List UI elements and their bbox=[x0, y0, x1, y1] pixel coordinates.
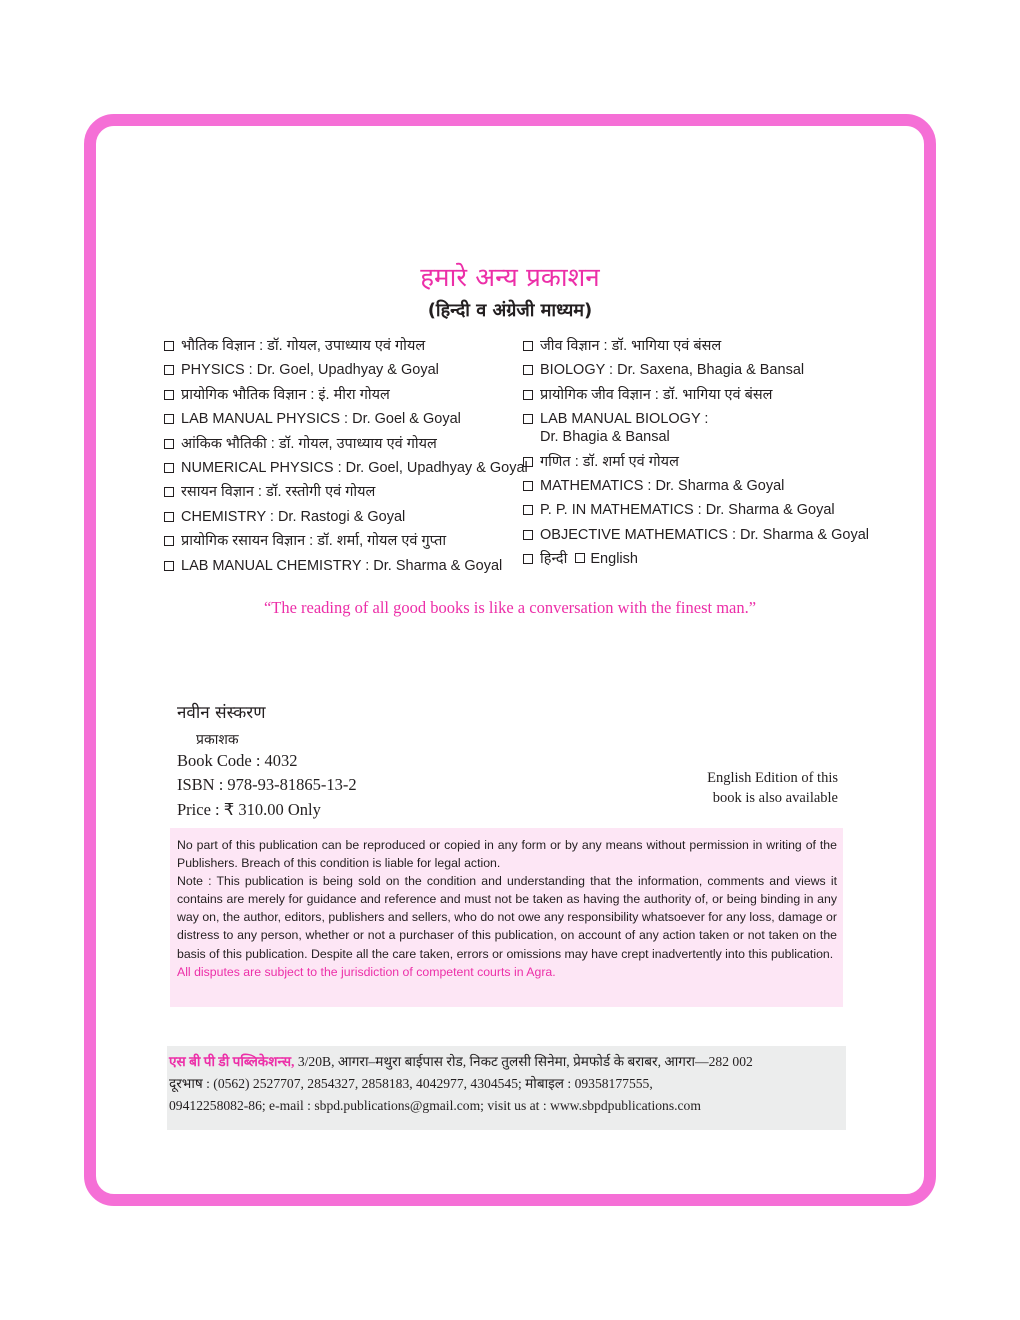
quote: “The reading of all good books is like a conversation with the finest man.” bbox=[263, 598, 757, 617]
checkbox-icon bbox=[523, 390, 533, 400]
isbn: ISBN : 978-93-81865-13-2 bbox=[177, 775, 357, 794]
copyright-notice: No part of this publication can be reproduced or copied in any form or by any means without permission in writing of the Publishers. Breach of this condition is liable for legal action. bbox=[177, 838, 837, 871]
disclaimer-note: Note : This publication is being sold on the condition and understanding that the information, comments and views it contains are merely for guidance and reference and must not be taken as having the authority of, or being binding in any way on, the author, editors, publishers and sellers, who do not owe any responsibility whatsoever for any loss, damage or distress to any person, whether or not a purchaser of this publication, on account of any action taken or not taken on the basis of this publication. Despite all the care taken, errors or omissions may have crept inadvertently into this publication. bbox=[177, 874, 837, 961]
checkbox-icon bbox=[164, 341, 174, 351]
checkbox-icon bbox=[523, 481, 533, 491]
page-subtitle: (हिन्दी व अंग्रेजी माध्यम) bbox=[427, 300, 593, 321]
publisher-address: एस बी पी डी पब्लिकेशन्स, 3/20B, आगरा–मथुरा बाईपास रोड, निकट तुलसी सिनेमा, प्रेमफोर्ड के बराबर, आगरा—282 002 दूरभाष : (0562) 2527707, 2854327, 2858183, 4042977, 4304545; मोबाइल : 09358177555, 09412258082-86; e-mail : sbpd.publications@gmail.com; visit us at : www.sbpdpublications.com bbox=[167, 1046, 846, 1130]
checkbox-icon bbox=[523, 341, 533, 351]
list-item: LAB MANUAL BIOLOGY : bbox=[523, 410, 868, 428]
checkbox-icon bbox=[523, 365, 533, 375]
list-item: हिन्दी English bbox=[523, 550, 868, 568]
list-item: LAB MANUAL CHEMISTRY : Dr. Sharma & Goyal bbox=[164, 557, 524, 575]
list-item: आंकिक भौतिकी : डॉ. गोयल, उपाध्याय एवं गोयल bbox=[164, 435, 524, 453]
publisher-name: एस बी पी डी पब्लिकेशन्स, bbox=[169, 1054, 295, 1069]
list-item: P. P. IN MATHEMATICS : Dr. Sharma & Goyal bbox=[523, 501, 868, 519]
list-item: CHEMISTRY : Dr. Rastogi & Goyal bbox=[164, 508, 524, 526]
list-item: प्रायोगिक रसायन विज्ञान : डॉ. शर्मा, गोयल एवं गुप्ता bbox=[164, 532, 524, 550]
checkbox-icon bbox=[164, 365, 174, 375]
phone-line: दूरभाष : (0562) 2527707, 2854327, 2858183, 4042977, 4304545; मोबाइल : 09358177555, bbox=[169, 1076, 653, 1091]
contact-line: 09412258082-86; e-mail : sbpd.publications@gmail.com; visit us at : www.sbpdpublications.com bbox=[169, 1098, 701, 1113]
page-title: हमारे अन्य प्रकाशन bbox=[420, 263, 600, 293]
checkbox-icon bbox=[164, 512, 174, 522]
list-item-continuation: Dr. Bhagia & Bansal bbox=[540, 429, 670, 446]
checkbox-icon bbox=[523, 505, 533, 515]
checkbox-icon bbox=[164, 439, 174, 449]
list-item: रसायन विज्ञान : डॉ. रस्तोगी एवं गोयल bbox=[164, 483, 524, 501]
checkbox-icon bbox=[164, 536, 174, 546]
list-item: जीव विज्ञान : डॉ. भागिया एवं बंसल bbox=[523, 337, 868, 355]
publications-list-right bbox=[523, 337, 868, 575]
list-item: OBJECTIVE MATHEMATICS : Dr. Sharma & Goyal bbox=[523, 526, 868, 544]
checkbox-icon bbox=[523, 530, 533, 540]
book-code: Book Code : 4032 bbox=[177, 751, 298, 770]
list-item: गणित : डॉ. शर्मा एवं गोयल bbox=[523, 453, 868, 471]
price: Price : ₹ 310.00 Only bbox=[177, 800, 321, 819]
checkbox-icon bbox=[523, 457, 533, 467]
checkbox-icon bbox=[523, 554, 533, 564]
jurisdiction-note: All disputes are subject to the jurisdiction of competent courts in Agra. bbox=[177, 964, 556, 979]
list-item: भौतिक विज्ञान : डॉ. गोयल, उपाध्याय एवं गोयल bbox=[164, 337, 524, 355]
checkbox-icon bbox=[164, 487, 174, 497]
edition-label: नवीन संस्करण bbox=[177, 703, 266, 723]
list-item: प्रायोगिक जीव विज्ञान : डॉ. भागिया एवं बंसल bbox=[523, 386, 868, 404]
publications-list-left bbox=[164, 337, 528, 581]
legal-notice bbox=[170, 828, 843, 1007]
list-item: LAB MANUAL PHYSICS : Dr. Goel & Goyal bbox=[164, 410, 524, 428]
checkbox-icon bbox=[575, 553, 585, 563]
checkbox-icon bbox=[164, 463, 174, 473]
list-item: BIOLOGY : Dr. Saxena, Bhagia & Bansal bbox=[523, 361, 868, 379]
list-item: NUMERICAL PHYSICS : Dr. Goel, Upadhyay & Goyal bbox=[164, 459, 524, 477]
list-item: प्रायोगिक भौतिक विज्ञान : इं. मीरा गोयल bbox=[164, 386, 524, 404]
publisher-label: प्रकाशक bbox=[196, 732, 239, 748]
list-item: PHYSICS : Dr. Goel, Upadhyay & Goyal bbox=[164, 361, 524, 379]
english-edition-note: English Edition of this book is also available bbox=[707, 770, 838, 806]
checkbox-icon bbox=[164, 390, 174, 400]
checkbox-icon bbox=[523, 414, 533, 424]
checkbox-icon bbox=[164, 561, 174, 571]
list-item: MATHEMATICS : Dr. Sharma & Goyal bbox=[523, 477, 868, 495]
checkbox-icon bbox=[164, 414, 174, 424]
